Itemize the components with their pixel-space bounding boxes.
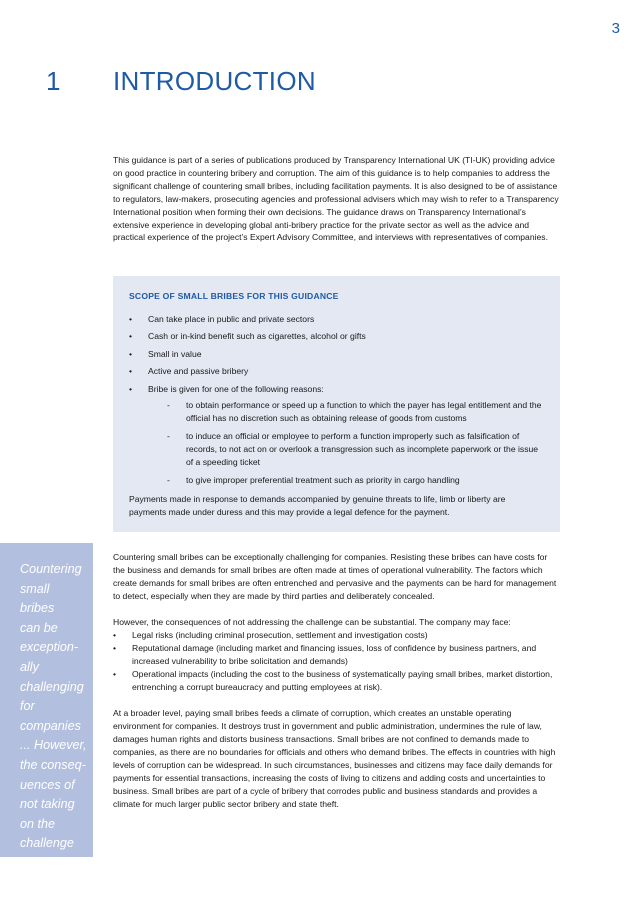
scope-title: SCOPE OF SMALL BRIBES FOR THIS GUIDANCE bbox=[129, 291, 339, 301]
bullet-icon: • bbox=[129, 383, 133, 394]
sub-list-item: - to obtain performance or speed up a function to which the payer has legal entitlement and the official has no discretion such as obtaining release of goods from customs bbox=[167, 399, 542, 423]
pull-quote: Countering small bribes can be exception- ally challenging for companies ... However, the conseq- uences of not taking on the challenge can be substantial bbox=[20, 562, 87, 890]
list-item: • Legal risks (including criminal prosecution, settlement and investigation costs) bbox=[113, 630, 428, 640]
list-item: • Small in value bbox=[129, 348, 202, 359]
list-item: • Bribe is given for one of the following reasons: - to obtain performance or speed up a function to which the payer has legal entitlement and the official has no discretion such as obtaining release of goods from customs - to induce an official or employee to perform a function improperly such as falsification of records, to not act on or overlook a transgression such as incomplete paperwork or the issue of a speeding ticket - to give improper preferential treatment such as priority in cargo handling bbox=[129, 383, 544, 488]
scope-list bbox=[129, 313, 544, 487]
sub-list bbox=[148, 399, 544, 488]
bullet-icon: • bbox=[129, 348, 133, 359]
body-paragraph-2: However, the consequences of not addressing the challenge can be substantial. The company may face: bbox=[113, 617, 511, 627]
intro-paragraph: This guidance is part of a series of publications produced by Transparency International UK (TI-UK) providing advice on good practice in countering bribery and corruption. The aim of this guidance is to help companies to address the significant challenge of countering small bribes, including facilitation payments. It is also designed to be of assistance to regulators, law-makers, prosecuting agencies and professional advisers which may wish to refer to a Transparency International position when forming their own decisions. The guidance draws on Transparency International’s extensive experience in developing global anti-bribery practice for the private sector as well as the advice and practical experience of the project’s Expert Advisory Committee, and interviews with representatives of companies. bbox=[113, 155, 559, 243]
pull-quote-sidebar bbox=[0, 543, 93, 890]
sub-list-item: - to induce an official or employee to perform a function improperly such as falsification of records, to not act on or overlook a transgression such as incomplete paperwork or the issue of a speeding ticket bbox=[167, 430, 539, 467]
dash-icon: - bbox=[167, 399, 170, 410]
dash-icon: - bbox=[167, 475, 170, 486]
list-item: • Operational impacts (including the cost to the business of systematically paying small bribes, market distortion, entrenching a corrupt bureaucracy and putting employees at risk). bbox=[113, 669, 553, 692]
bullet-icon: • bbox=[113, 669, 117, 679]
sub-list-item: - to give improper preferential treatment such as priority in cargo handling bbox=[167, 475, 460, 486]
body-paragraph-1: Countering small bribes can be exceptionally challenging for companies. Resisting these bribes can have costs for the business and demands for small bribes are often made at times of operational vulnerability. The factors which create demands for small bribes are often entrenched and pervasive and the payments can be hard for management to detect, especially when they are made by third parties and deliberately concealed. bbox=[113, 552, 557, 601]
chapter-title: INTRODUCTION bbox=[113, 66, 316, 96]
chapter-heading bbox=[0, 66, 636, 106]
bullet-icon: • bbox=[113, 630, 117, 640]
body-paragraph-3: At a broader level, paying small bribes feeds a climate of corruption, which creates an unstable operating environment for companies. It destroys trust in government and public administration, undermines the rule of law, damages human rights and distorts business transactions. Small bribes are not confined to demands made to companies, as there are no boundaries for officials and others who demand bribes. The effects in countries with high levels of corruption can be widespread. In such circumstances, businesses and citizens may face daily demands for payments for essential transactions, increasing the costs of living to citizens and adding costs and uncertainties to business. Small bribes are part of a cycle of bribery that corrodes public and business standards and provides a climate for much larger public sector bribery and state theft. bbox=[113, 708, 556, 809]
bullet-icon: • bbox=[113, 643, 117, 653]
dash-icon: - bbox=[167, 430, 170, 441]
scope-box bbox=[113, 276, 560, 532]
body-section bbox=[113, 551, 561, 824]
consequences-list bbox=[113, 629, 561, 694]
list-item: • Active and passive bribery bbox=[129, 366, 249, 377]
list-item: • Cash or in-kind benefit such as cigarettes, alcohol or gifts bbox=[129, 331, 366, 342]
list-item: • Reputational damage (including market and financing issues, loss of confidence by business partners, and increased vulnerability to bribe solicitation and demands) bbox=[113, 643, 537, 666]
bullet-icon: • bbox=[129, 366, 133, 377]
list-item: • Can take place in public and private sectors bbox=[129, 314, 315, 324]
chapter-number: 1 bbox=[46, 66, 61, 96]
intro-section bbox=[113, 154, 563, 244]
page-number: 3 bbox=[611, 20, 620, 37]
bullet-icon: • bbox=[129, 314, 133, 324]
scope-note: Payments made in response to demands accompanied by genuine threats to life, limb or liberty are payments made under duress and this may provide a legal defence for the payment. bbox=[129, 493, 506, 517]
bullet-icon: • bbox=[129, 331, 133, 342]
